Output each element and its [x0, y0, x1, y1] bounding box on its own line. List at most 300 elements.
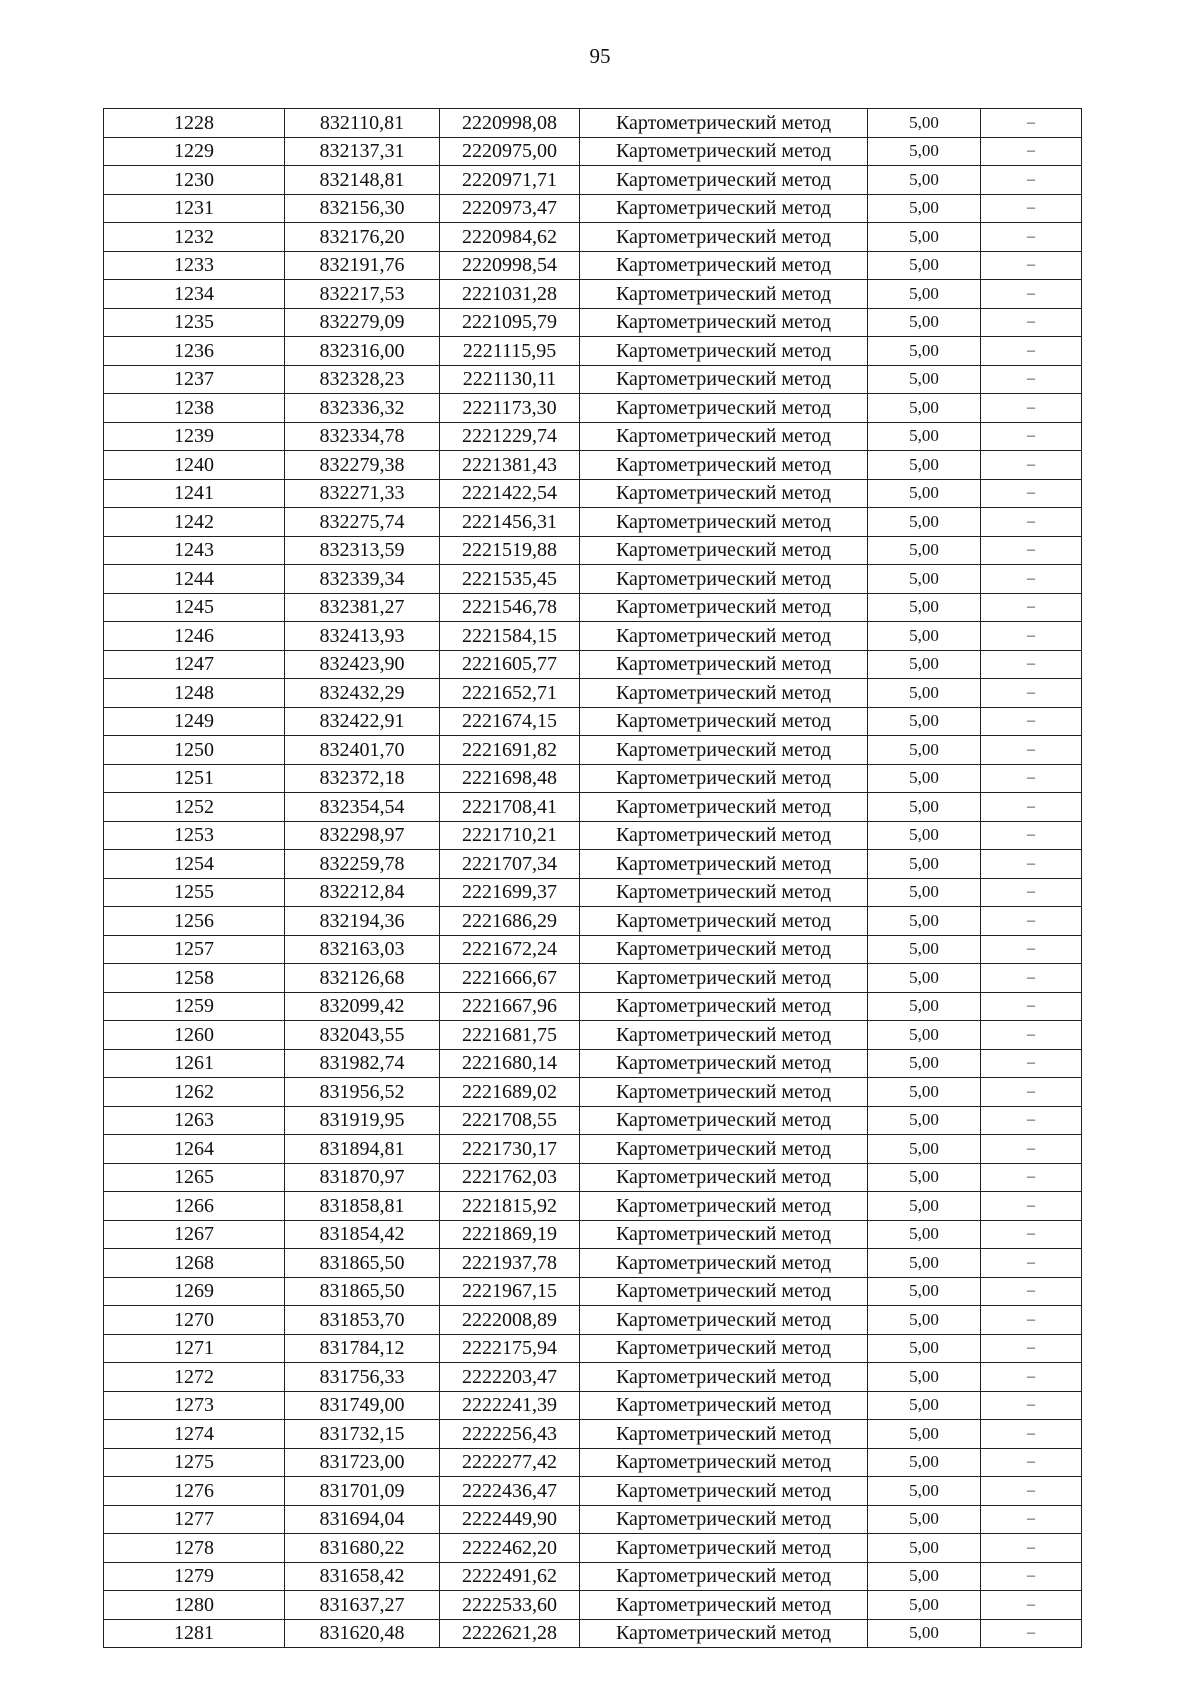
table-row: [104, 1363, 1082, 1392]
point-number-cell: 1242: [104, 508, 285, 537]
y-coordinate-cell: 2221698,48: [440, 764, 580, 793]
description-cell: –: [981, 1021, 1082, 1050]
method-cell: Картометрический метод: [580, 1220, 868, 1249]
point-number-cell: 1248: [104, 679, 285, 708]
table-row: [104, 1277, 1082, 1306]
point-number-cell: 1249: [104, 707, 285, 736]
x-coordinate-cell: 832279,09: [285, 308, 440, 337]
method-cell: Картометрический метод: [580, 166, 868, 195]
accuracy-cell: 5,00: [868, 479, 981, 508]
table-row: [104, 194, 1082, 223]
accuracy-cell: 5,00: [868, 536, 981, 565]
accuracy-cell: 5,00: [868, 1505, 981, 1534]
method-cell: Картометрический метод: [580, 1021, 868, 1050]
method-cell: Картометрический метод: [580, 109, 868, 138]
table-row: [104, 166, 1082, 195]
point-number-cell: 1258: [104, 964, 285, 993]
accuracy-cell: 5,00: [868, 1021, 981, 1050]
description-cell: –: [981, 1249, 1082, 1278]
accuracy-cell: 5,00: [868, 337, 981, 366]
point-number-cell: 1260: [104, 1021, 285, 1050]
point-number-cell: 1237: [104, 365, 285, 394]
description-cell: –: [981, 793, 1082, 822]
description-cell: –: [981, 536, 1082, 565]
table-row: [104, 821, 1082, 850]
point-number-cell: 1253: [104, 821, 285, 850]
table-row: [104, 280, 1082, 309]
description-cell: –: [981, 394, 1082, 423]
x-coordinate-cell: 831858,81: [285, 1192, 440, 1221]
accuracy-cell: 5,00: [868, 394, 981, 423]
x-coordinate-cell: 831658,42: [285, 1562, 440, 1591]
description-cell: –: [981, 964, 1082, 993]
description-cell: –: [981, 508, 1082, 537]
point-number-cell: 1259: [104, 992, 285, 1021]
x-coordinate-cell: 831732,15: [285, 1420, 440, 1449]
accuracy-cell: 5,00: [868, 764, 981, 793]
y-coordinate-cell: 2221130,11: [440, 365, 580, 394]
description-cell: –: [981, 1534, 1082, 1563]
point-number-cell: 1280: [104, 1591, 285, 1620]
point-number-cell: 1263: [104, 1106, 285, 1135]
method-cell: Картометрический метод: [580, 821, 868, 850]
y-coordinate-cell: 2221869,19: [440, 1220, 580, 1249]
point-number-cell: 1256: [104, 907, 285, 936]
y-coordinate-cell: 2221815,92: [440, 1192, 580, 1221]
description-cell: –: [981, 707, 1082, 736]
table-row: [104, 1477, 1082, 1506]
method-cell: Картометрический метод: [580, 964, 868, 993]
accuracy-cell: 5,00: [868, 1306, 981, 1335]
method-cell: Картометрический метод: [580, 593, 868, 622]
y-coordinate-cell: 2222436,47: [440, 1477, 580, 1506]
y-coordinate-cell: 2221519,88: [440, 536, 580, 565]
point-number-cell: 1270: [104, 1306, 285, 1335]
point-number-cell: 1245: [104, 593, 285, 622]
y-coordinate-cell: 2222462,20: [440, 1534, 580, 1563]
accuracy-cell: 5,00: [868, 1078, 981, 1107]
y-coordinate-cell: 2221967,15: [440, 1277, 580, 1306]
description-cell: –: [981, 1391, 1082, 1420]
method-cell: Картометрический метод: [580, 365, 868, 394]
table-row: [104, 251, 1082, 280]
x-coordinate-cell: 832381,27: [285, 593, 440, 622]
table-row: [104, 337, 1082, 366]
accuracy-cell: 5,00: [868, 223, 981, 252]
x-coordinate-cell: 832163,03: [285, 935, 440, 964]
point-number-cell: 1230: [104, 166, 285, 195]
description-cell: –: [981, 251, 1082, 280]
x-coordinate-cell: 832298,97: [285, 821, 440, 850]
accuracy-cell: 5,00: [868, 1277, 981, 1306]
x-coordinate-cell: 832413,93: [285, 622, 440, 651]
point-number-cell: 1250: [104, 736, 285, 765]
table-row: [104, 1249, 1082, 1278]
y-coordinate-cell: 2221031,28: [440, 280, 580, 309]
y-coordinate-cell: 2221672,24: [440, 935, 580, 964]
accuracy-cell: 5,00: [868, 593, 981, 622]
method-cell: Картометрический метод: [580, 1106, 868, 1135]
y-coordinate-cell: 2221762,03: [440, 1163, 580, 1192]
point-number-cell: 1272: [104, 1363, 285, 1392]
table-row: [104, 1078, 1082, 1107]
point-number-cell: 1228: [104, 109, 285, 138]
x-coordinate-cell: 832328,23: [285, 365, 440, 394]
description-cell: –: [981, 593, 1082, 622]
table-row: [104, 593, 1082, 622]
x-coordinate-cell: 831865,50: [285, 1249, 440, 1278]
accuracy-cell: 5,00: [868, 1106, 981, 1135]
point-number-cell: 1274: [104, 1420, 285, 1449]
method-cell: Картометрический метод: [580, 878, 868, 907]
accuracy-cell: 5,00: [868, 878, 981, 907]
y-coordinate-cell: 2220984,62: [440, 223, 580, 252]
method-cell: Картометрический метод: [580, 194, 868, 223]
accuracy-cell: 5,00: [868, 679, 981, 708]
method-cell: Картометрический метод: [580, 1619, 868, 1648]
method-cell: Картометрический метод: [580, 1534, 868, 1563]
accuracy-cell: 5,00: [868, 850, 981, 879]
y-coordinate-cell: 2221708,55: [440, 1106, 580, 1135]
y-coordinate-cell: 2221708,41: [440, 793, 580, 822]
y-coordinate-cell: 2221173,30: [440, 394, 580, 423]
x-coordinate-cell: 831870,97: [285, 1163, 440, 1192]
description-cell: –: [981, 565, 1082, 594]
description-cell: –: [981, 166, 1082, 195]
point-number-cell: 1276: [104, 1477, 285, 1506]
x-coordinate-cell: 831620,48: [285, 1619, 440, 1648]
description-cell: –: [981, 1163, 1082, 1192]
y-coordinate-cell: 2220973,47: [440, 194, 580, 223]
table-row: [104, 622, 1082, 651]
accuracy-cell: 5,00: [868, 964, 981, 993]
x-coordinate-cell: 832191,76: [285, 251, 440, 280]
x-coordinate-cell: 832176,20: [285, 223, 440, 252]
point-number-cell: 1247: [104, 650, 285, 679]
accuracy-cell: 5,00: [868, 1591, 981, 1620]
y-coordinate-cell: 2221730,17: [440, 1135, 580, 1164]
x-coordinate-cell: 832275,74: [285, 508, 440, 537]
x-coordinate-cell: 832354,54: [285, 793, 440, 822]
x-coordinate-cell: 832334,78: [285, 422, 440, 451]
x-coordinate-cell: 832212,84: [285, 878, 440, 907]
description-cell: –: [981, 137, 1082, 166]
x-coordinate-cell: 832156,30: [285, 194, 440, 223]
y-coordinate-cell: 2222203,47: [440, 1363, 580, 1392]
method-cell: Картометрический метод: [580, 1505, 868, 1534]
point-number-cell: 1243: [104, 536, 285, 565]
y-coordinate-cell: 2221667,96: [440, 992, 580, 1021]
y-coordinate-cell: 2220975,00: [440, 137, 580, 166]
method-cell: Картометрический метод: [580, 1192, 868, 1221]
accuracy-cell: 5,00: [868, 622, 981, 651]
y-coordinate-cell: 2221456,31: [440, 508, 580, 537]
description-cell: –: [981, 194, 1082, 223]
x-coordinate-cell: 832313,59: [285, 536, 440, 565]
x-coordinate-cell: 831894,81: [285, 1135, 440, 1164]
description-cell: –: [981, 1306, 1082, 1335]
description-cell: –: [981, 1078, 1082, 1107]
point-number-cell: 1273: [104, 1391, 285, 1420]
point-number-cell: 1238: [104, 394, 285, 423]
table-row: [104, 451, 1082, 480]
description-cell: –: [981, 650, 1082, 679]
table-row: [104, 1306, 1082, 1335]
x-coordinate-cell: 832316,00: [285, 337, 440, 366]
method-cell: Картометрический метод: [580, 935, 868, 964]
table-row: [104, 850, 1082, 879]
point-number-cell: 1275: [104, 1448, 285, 1477]
table-row: [104, 964, 1082, 993]
accuracy-cell: 5,00: [868, 565, 981, 594]
method-cell: Картометрический метод: [580, 337, 868, 366]
table-row: [104, 1562, 1082, 1591]
x-coordinate-cell: 831756,33: [285, 1363, 440, 1392]
coordinates-table: [103, 108, 1082, 1648]
method-cell: Картометрический метод: [580, 1420, 868, 1449]
description-cell: –: [981, 479, 1082, 508]
point-number-cell: 1233: [104, 251, 285, 280]
y-coordinate-cell: 2222621,28: [440, 1619, 580, 1648]
table-row: [104, 1220, 1082, 1249]
point-number-cell: 1269: [104, 1277, 285, 1306]
accuracy-cell: 5,00: [868, 1363, 981, 1392]
method-cell: Картометрический метод: [580, 850, 868, 879]
method-cell: Картометрический метод: [580, 1078, 868, 1107]
point-number-cell: 1281: [104, 1619, 285, 1648]
x-coordinate-cell: 831982,74: [285, 1049, 440, 1078]
description-cell: –: [981, 1049, 1082, 1078]
accuracy-cell: 5,00: [868, 992, 981, 1021]
method-cell: Картометрический метод: [580, 1448, 868, 1477]
table-row: [104, 1334, 1082, 1363]
x-coordinate-cell: 832099,42: [285, 992, 440, 1021]
x-coordinate-cell: 832423,90: [285, 650, 440, 679]
y-coordinate-cell: 2221689,02: [440, 1078, 580, 1107]
y-coordinate-cell: 2221666,67: [440, 964, 580, 993]
point-number-cell: 1240: [104, 451, 285, 480]
accuracy-cell: 5,00: [868, 251, 981, 280]
y-coordinate-cell: 2221710,21: [440, 821, 580, 850]
y-coordinate-cell: 2222491,62: [440, 1562, 580, 1591]
method-cell: Картометрический метод: [580, 1249, 868, 1278]
accuracy-cell: 5,00: [868, 821, 981, 850]
accuracy-cell: 5,00: [868, 422, 981, 451]
description-cell: –: [981, 422, 1082, 451]
description-cell: –: [981, 1448, 1082, 1477]
x-coordinate-cell: 832422,91: [285, 707, 440, 736]
description-cell: –: [981, 992, 1082, 1021]
table-row: [104, 1021, 1082, 1050]
description-cell: –: [981, 736, 1082, 765]
table-row: [104, 308, 1082, 337]
x-coordinate-cell: 832271,33: [285, 479, 440, 508]
method-cell: Картометрический метод: [580, 508, 868, 537]
x-coordinate-cell: 832148,81: [285, 166, 440, 195]
point-number-cell: 1262: [104, 1078, 285, 1107]
point-number-cell: 1241: [104, 479, 285, 508]
table-row: [104, 1448, 1082, 1477]
table-row: [104, 1135, 1082, 1164]
y-coordinate-cell: 2222449,90: [440, 1505, 580, 1534]
accuracy-cell: 5,00: [868, 1049, 981, 1078]
description-cell: –: [981, 1192, 1082, 1221]
point-number-cell: 1268: [104, 1249, 285, 1278]
method-cell: Картометрический метод: [580, 565, 868, 594]
accuracy-cell: 5,00: [868, 1334, 981, 1363]
method-cell: Картометрический метод: [580, 793, 868, 822]
method-cell: Картометрический метод: [580, 764, 868, 793]
y-coordinate-cell: 2221691,82: [440, 736, 580, 765]
description-cell: –: [981, 1619, 1082, 1648]
y-coordinate-cell: 2221937,78: [440, 1249, 580, 1278]
y-coordinate-cell: 2221674,15: [440, 707, 580, 736]
x-coordinate-cell: 832336,32: [285, 394, 440, 423]
coordinates-table-body: [104, 109, 1082, 1648]
point-number-cell: 1246: [104, 622, 285, 651]
y-coordinate-cell: 2221652,71: [440, 679, 580, 708]
y-coordinate-cell: 2221546,78: [440, 593, 580, 622]
method-cell: Картометрический метод: [580, 622, 868, 651]
accuracy-cell: 5,00: [868, 1420, 981, 1449]
description-cell: –: [981, 451, 1082, 480]
x-coordinate-cell: 832279,38: [285, 451, 440, 480]
method-cell: Картометрический метод: [580, 251, 868, 280]
y-coordinate-cell: 2222533,60: [440, 1591, 580, 1620]
table-row: [104, 1391, 1082, 1420]
description-cell: –: [981, 1420, 1082, 1449]
description-cell: –: [981, 907, 1082, 936]
method-cell: Картометрический метод: [580, 1135, 868, 1164]
table-row: [104, 223, 1082, 252]
point-number-cell: 1251: [104, 764, 285, 793]
method-cell: Картометрический метод: [580, 1363, 868, 1392]
table-row: [104, 109, 1082, 138]
method-cell: Картометрический метод: [580, 992, 868, 1021]
point-number-cell: 1267: [104, 1220, 285, 1249]
table-row: [104, 1505, 1082, 1534]
point-number-cell: 1271: [104, 1334, 285, 1363]
point-number-cell: 1266: [104, 1192, 285, 1221]
description-cell: –: [981, 878, 1082, 907]
method-cell: Картометрический метод: [580, 1306, 868, 1335]
accuracy-cell: 5,00: [868, 508, 981, 537]
accuracy-cell: 5,00: [868, 1220, 981, 1249]
method-cell: Картометрический метод: [580, 308, 868, 337]
y-coordinate-cell: 2222241,39: [440, 1391, 580, 1420]
description-cell: –: [981, 1135, 1082, 1164]
accuracy-cell: 5,00: [868, 707, 981, 736]
description-cell: –: [981, 850, 1082, 879]
table-row: [104, 764, 1082, 793]
point-number-cell: 1235: [104, 308, 285, 337]
point-number-cell: 1244: [104, 565, 285, 594]
x-coordinate-cell: 831749,00: [285, 1391, 440, 1420]
description-cell: –: [981, 1106, 1082, 1135]
y-coordinate-cell: 2221115,95: [440, 337, 580, 366]
description-cell: –: [981, 1334, 1082, 1363]
table-row: [104, 508, 1082, 537]
description-cell: –: [981, 337, 1082, 366]
x-coordinate-cell: 831784,12: [285, 1334, 440, 1363]
table-row: [104, 679, 1082, 708]
method-cell: Картометрический метод: [580, 451, 868, 480]
description-cell: –: [981, 365, 1082, 394]
method-cell: Картометрический метод: [580, 536, 868, 565]
accuracy-cell: 5,00: [868, 1448, 981, 1477]
description-cell: –: [981, 764, 1082, 793]
y-coordinate-cell: 2221681,75: [440, 1021, 580, 1050]
point-number-cell: 1277: [104, 1505, 285, 1534]
description-cell: –: [981, 280, 1082, 309]
description-cell: –: [981, 622, 1082, 651]
y-coordinate-cell: 2220971,71: [440, 166, 580, 195]
method-cell: Картометрический метод: [580, 707, 868, 736]
description-cell: –: [981, 1591, 1082, 1620]
accuracy-cell: 5,00: [868, 1135, 981, 1164]
x-coordinate-cell: 831694,04: [285, 1505, 440, 1534]
table-row: [104, 650, 1082, 679]
point-number-cell: 1231: [104, 194, 285, 223]
x-coordinate-cell: 831680,22: [285, 1534, 440, 1563]
method-cell: Картометрический метод: [580, 1334, 868, 1363]
x-coordinate-cell: 832401,70: [285, 736, 440, 765]
table-row: [104, 1106, 1082, 1135]
y-coordinate-cell: 2222277,42: [440, 1448, 580, 1477]
method-cell: Картометрический метод: [580, 1477, 868, 1506]
accuracy-cell: 5,00: [868, 308, 981, 337]
description-cell: –: [981, 935, 1082, 964]
point-number-cell: 1257: [104, 935, 285, 964]
accuracy-cell: 5,00: [868, 1249, 981, 1278]
table-row: [104, 1619, 1082, 1648]
y-coordinate-cell: 2222256,43: [440, 1420, 580, 1449]
point-number-cell: 1232: [104, 223, 285, 252]
y-coordinate-cell: 2221605,77: [440, 650, 580, 679]
accuracy-cell: 5,00: [868, 1619, 981, 1648]
accuracy-cell: 5,00: [868, 280, 981, 309]
accuracy-cell: 5,00: [868, 1192, 981, 1221]
x-coordinate-cell: 832339,34: [285, 565, 440, 594]
table-row: [104, 137, 1082, 166]
y-coordinate-cell: 2222008,89: [440, 1306, 580, 1335]
accuracy-cell: 5,00: [868, 1391, 981, 1420]
method-cell: Картометрический метод: [580, 1163, 868, 1192]
table-row: [104, 707, 1082, 736]
method-cell: Картометрический метод: [580, 736, 868, 765]
point-number-cell: 1264: [104, 1135, 285, 1164]
table-row: [104, 1420, 1082, 1449]
y-coordinate-cell: 2221699,37: [440, 878, 580, 907]
y-coordinate-cell: 2221422,54: [440, 479, 580, 508]
method-cell: Картометрический метод: [580, 137, 868, 166]
method-cell: Картометрический метод: [580, 1049, 868, 1078]
y-coordinate-cell: 2221584,15: [440, 622, 580, 651]
description-cell: –: [981, 223, 1082, 252]
x-coordinate-cell: 831723,00: [285, 1448, 440, 1477]
method-cell: Картометрический метод: [580, 394, 868, 423]
point-number-cell: 1254: [104, 850, 285, 879]
x-coordinate-cell: 831854,42: [285, 1220, 440, 1249]
y-coordinate-cell: 2221095,79: [440, 308, 580, 337]
point-number-cell: 1279: [104, 1562, 285, 1591]
x-coordinate-cell: 831853,70: [285, 1306, 440, 1335]
table-row: [104, 1591, 1082, 1620]
y-coordinate-cell: 2222175,94: [440, 1334, 580, 1363]
accuracy-cell: 5,00: [868, 935, 981, 964]
table-row: [104, 907, 1082, 936]
description-cell: –: [981, 308, 1082, 337]
